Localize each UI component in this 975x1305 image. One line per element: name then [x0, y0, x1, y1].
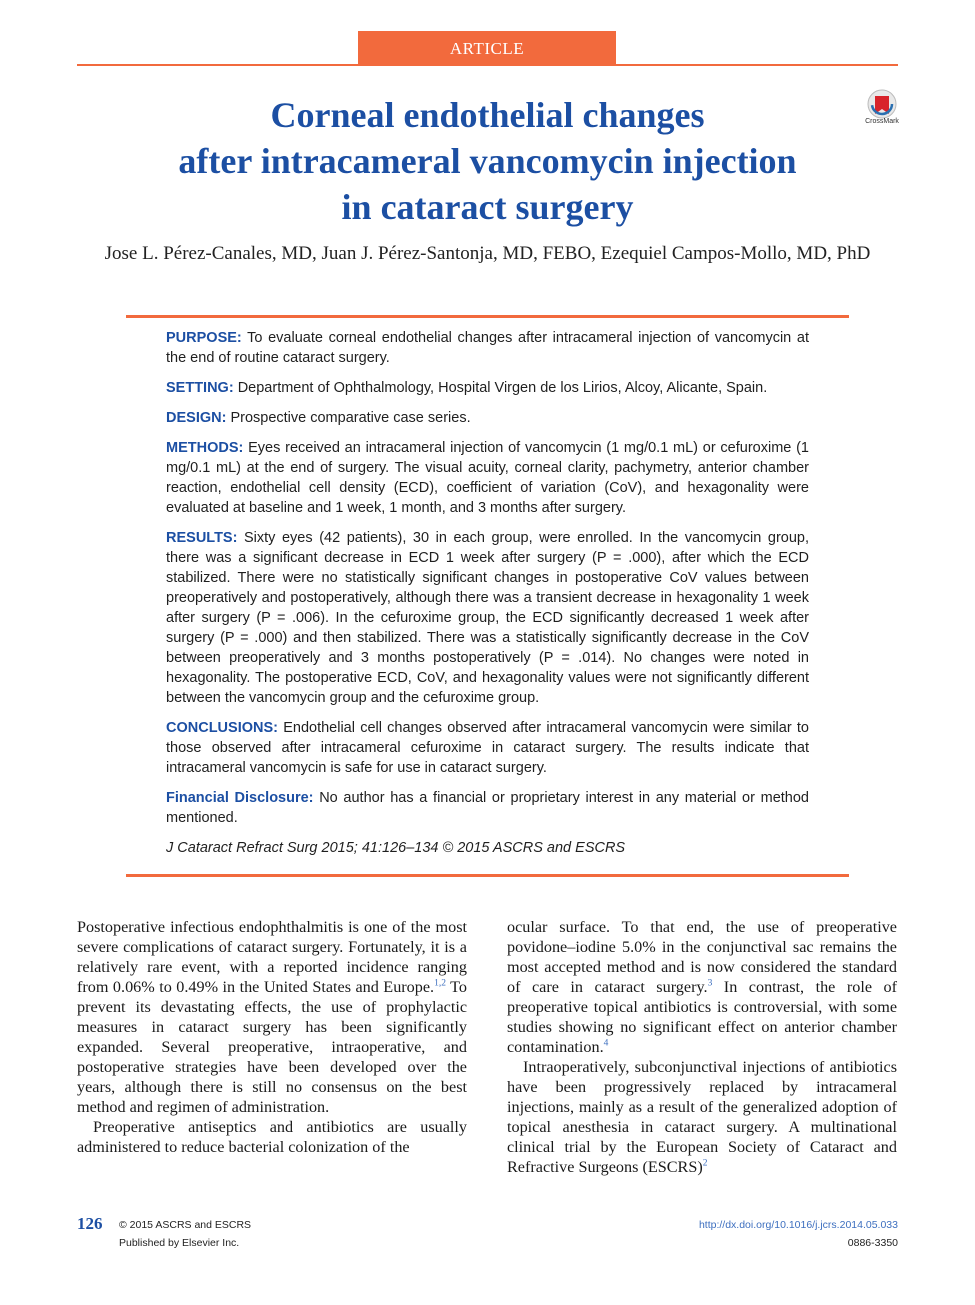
page-number: 126	[77, 1214, 103, 1233]
conclusions-text: Endothelial cell changes observed after intracameral vancomycin were similar to those observed after intracameral cefuroxime in cataract surgery. The results indicate that intracameral vancomycin is safe for use in cataract surgery.	[166, 720, 809, 776]
abstract-design	[166, 408, 809, 428]
methods-text: Eyes received an intracameral injection of vancomycin (1 mg/0.1 mL) or cefuroxime (1 mg/0.1 mL) at the end of surgery. The visual acuity, corneal clarity, pachymetry, anterior chamber reaction, endothelial cell density (ECD), coefficient of variation (CoV), and hexagonality were evaluated at baseline and 1 week, 1 month, and 3 months after surgery.	[166, 440, 809, 516]
footer-publisher: Published by Elsevier Inc.	[119, 1237, 240, 1249]
crossmark-label: CrossMark	[865, 118, 899, 125]
abstract-results	[166, 528, 809, 708]
article-title	[120, 92, 855, 230]
footer-copyright: © 2015 ASCRS and ESCRS	[119, 1219, 252, 1231]
results-label: RESULTS:	[166, 530, 238, 546]
body-text: In contrast, the role of preoperative topical antibiotics is controversial, with some studies showing no significant effect on anterior chamber contamination.	[507, 978, 897, 1056]
footer-issn: 0886-3350	[847, 1237, 898, 1249]
abstract-methods	[166, 438, 809, 518]
title-line-1: Corneal endothelial changes	[270, 95, 705, 135]
setting-label: SETTING:	[166, 380, 234, 396]
abstract	[166, 328, 809, 868]
body-paragraph	[77, 917, 467, 1117]
abstract-disclosure	[166, 788, 809, 828]
body-column-right	[507, 917, 897, 1177]
abstract-conclusions	[166, 718, 809, 778]
disclosure-text: No author has a financial or proprietary interest in any material or method mentioned.	[166, 790, 809, 826]
body-text: Intraoperatively, subconjunctival injections of antibiotics have been progressively replaced by intracameral injections, mainly as a result of the generalized adoption of topical anesthesia in cataract surgery. A multinational clinical trial by the European Society of Cataract and Refractive Surgeons (ESCRS)	[507, 1058, 897, 1176]
header-rule	[77, 64, 898, 66]
journal-citation: J Cataract Refract Surg 2015; 41:126–134 © 2015 ASCRS and ESCRS	[166, 840, 626, 856]
body-text: ocular surface. To that end, the use of preoperative povidone–iodine 5.0% in the conjunctival sac remains the most accepted method and is now considered the standard of care in cataract surgery.	[507, 918, 897, 996]
results-text: Sixty eyes (42 patients), 30 in each group, were enrolled. In the vancomycin group, there was a significant decrease in ECD 1 week after surgery (P = .000), after which the ECD stabilized. There were no statistically significant changes in postoperative CoV values between preoperatively and postoperatively, although there was a transient decrease in hexagonality 1 week after surgery (P = .006). In the cefuroxime group, the ECD significantly decreased 1 week after surgery (P = .000) and then stabilized. There was a statistically significantly decrease in the CoV between preoperatively and 3 months postoperatively (P = .014). No changes were noted in hexagonality. The postoperative ECD, CoV, and hexagonality values were not significantly different between the vancomycin group and the cefuroxime group.	[166, 530, 809, 706]
reference-link[interactable]: 3	[707, 978, 713, 989]
doi-link[interactable]: http://dx.doi.org/10.1016/j.jcrs.2014.05.033	[698, 1219, 898, 1231]
abstract-top-rule	[126, 315, 849, 318]
purpose-text: To evaluate corneal endothelial changes after intracameral injection of vancomycin at the end of routine cataract surgery.	[166, 330, 809, 366]
reference-link[interactable]: 2	[702, 1158, 708, 1169]
abstract-bottom-rule	[126, 874, 849, 877]
body-column-left	[77, 917, 467, 1157]
disclosure-label: Financial Disclosure:	[166, 790, 314, 806]
body-paragraph	[507, 1057, 897, 1177]
design-label: DESIGN:	[166, 410, 227, 426]
article-type-tag: ARTICLE	[358, 31, 616, 65]
author-list: Jose L. Pérez-Canales, MD, Juan J. Pérez-Santonja, MD, FEBO, Ezequiel Campos-Mollo, MD, PhD	[104, 243, 871, 264]
conclusions-label: CONCLUSIONS:	[166, 720, 278, 736]
setting-text: Department of Ophthalmology, Hospital Virgen de los Lirios, Alcoy, Alicante, Spain.	[233, 380, 768, 396]
reference-link[interactable]: 1,2	[434, 978, 446, 989]
body-paragraph: Preoperative antiseptics and antibiotics are usually administered to reduce bacterial colonization of the	[77, 1118, 467, 1156]
title-line-3: in cataract surgery	[341, 187, 634, 227]
body-paragraph	[507, 917, 897, 1057]
purpose-label: PURPOSE:	[166, 330, 242, 346]
abstract-setting	[166, 378, 809, 398]
body-text: To prevent its devastating effects, the use of prophylactic measures in cataract surgery has been significantly expanded. Several preoperative, intraoperative, and postoperative strategies have been developed over the years, although there is still no consensus on the best method and regimen of administration.	[77, 978, 468, 1116]
title-line-2: after intracameral vancomycin injection	[178, 141, 797, 181]
methods-label: METHODS:	[166, 440, 244, 456]
body-text: Postoperative infectious endophthalmitis is one of the most severe complications of cataract surgery. Fortunately, it is a relatively rare event, with a reported incidence ranging from 0.06% to 0.49% in the United States and Europe.	[77, 918, 467, 996]
design-text: Prospective comparative case series.	[226, 410, 471, 426]
abstract-purpose	[166, 328, 809, 368]
reference-link[interactable]: 4	[603, 1038, 609, 1049]
